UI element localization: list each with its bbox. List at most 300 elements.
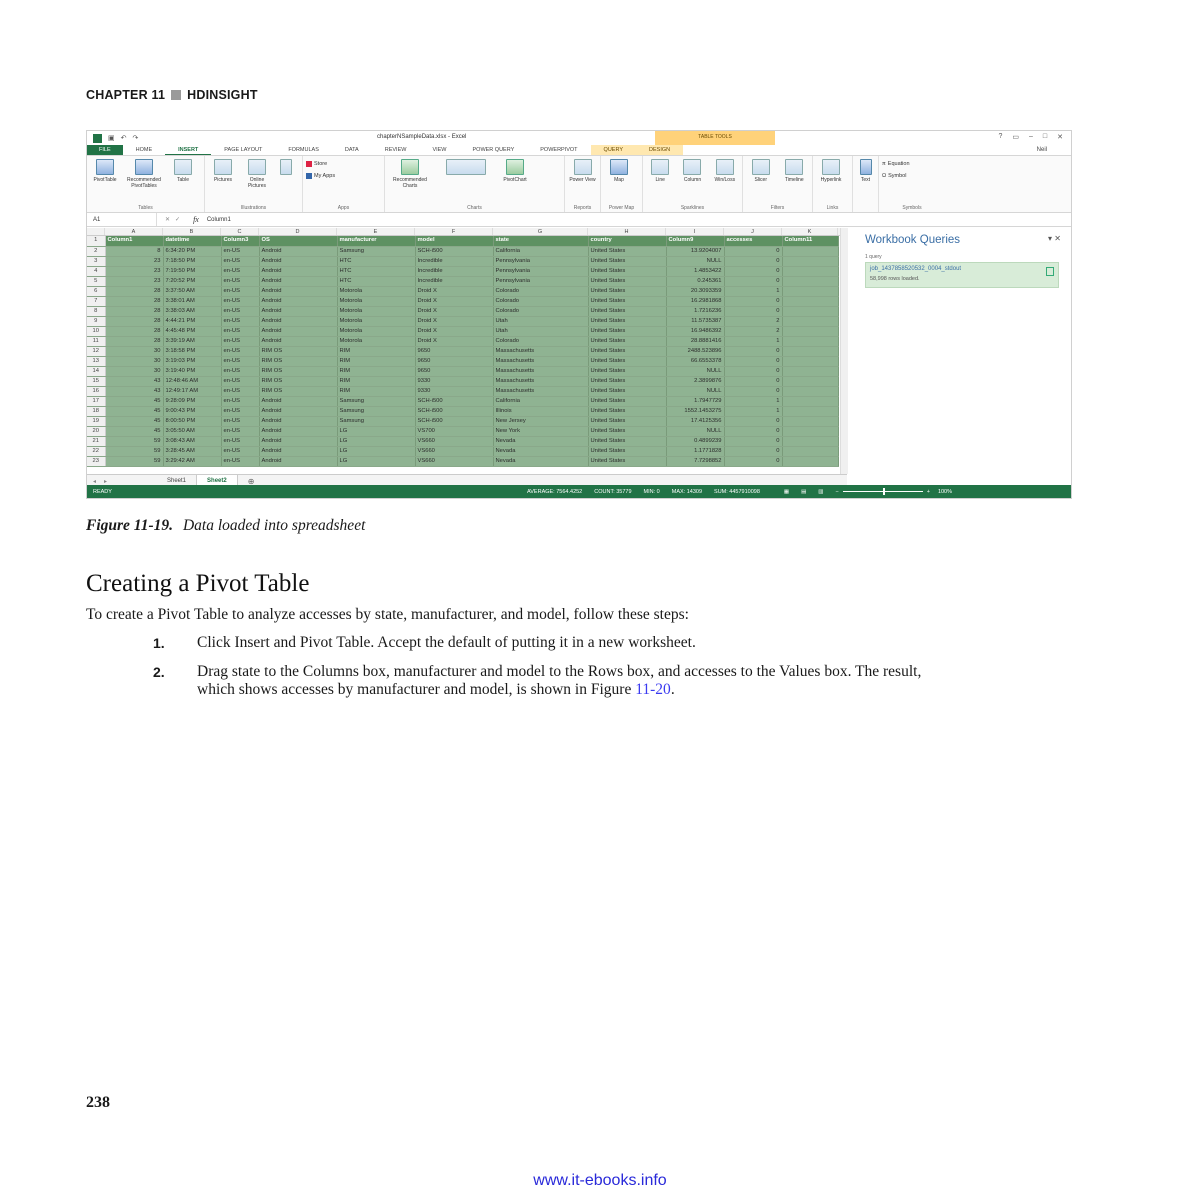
table-cell[interactable]: Illinois — [493, 406, 588, 416]
column-letter-e[interactable]: E — [337, 228, 415, 235]
table-cell[interactable]: 16.2981868 — [666, 296, 724, 306]
table-cell[interactable]: 59 — [105, 456, 163, 466]
row-number[interactable]: 21 — [87, 436, 105, 446]
table-cell[interactable]: RIM — [337, 376, 415, 386]
table-cell[interactable]: 28 — [105, 336, 163, 346]
table-cell[interactable]: 9:00:43 PM — [163, 406, 221, 416]
table-cell[interactable]: VS660 — [415, 456, 493, 466]
table-cell[interactable]: en-US — [221, 316, 259, 326]
table-row[interactable] — [87, 266, 838, 276]
ribbon-tab-query[interactable]: QUERY — [591, 145, 636, 155]
row-number[interactable]: 8 — [87, 306, 105, 316]
column-header-cell[interactable]: OS — [259, 236, 337, 246]
column-letter-j[interactable]: J — [724, 228, 782, 235]
table-cell[interactable]: Droid X — [415, 326, 493, 336]
table-row[interactable] — [87, 426, 838, 436]
table-cell[interactable]: Android — [259, 436, 337, 446]
table-cell[interactable]: 3:08:43 AM — [163, 436, 221, 446]
table-cell[interactable]: Android — [259, 266, 337, 276]
table-cell[interactable]: 0 — [724, 246, 782, 256]
table-cell[interactable]: Droid X — [415, 296, 493, 306]
table-cell[interactable]: 3:38:03 AM — [163, 306, 221, 316]
table-cell[interactable]: 3:19:40 PM — [163, 366, 221, 376]
table-cell[interactable]: 28 — [105, 296, 163, 306]
table-cell[interactable]: Motorola — [337, 286, 415, 296]
table-cell[interactable]: 28.8881416 — [666, 336, 724, 346]
column-header-cell[interactable]: Column9 — [666, 236, 724, 246]
table-row[interactable] — [87, 246, 838, 256]
table-cell[interactable]: California — [493, 246, 588, 256]
table-cell[interactable]: 7:20:52 PM — [163, 276, 221, 286]
table-cell[interactable]: 0 — [724, 416, 782, 426]
table-cell[interactable]: 2 — [724, 326, 782, 336]
zoom-slider[interactable] — [843, 491, 923, 492]
table-cell[interactable]: 45 — [105, 406, 163, 416]
table-row[interactable] — [87, 366, 838, 376]
table-cell[interactable]: Massachusetts — [493, 346, 588, 356]
row-number[interactable]: 16 — [87, 386, 105, 396]
table-cell[interactable]: en-US — [221, 346, 259, 356]
worksheet-grid[interactable] — [87, 228, 847, 484]
table-row[interactable] — [87, 356, 838, 366]
table-cell[interactable]: 3:28:45 AM — [163, 446, 221, 456]
table-cell[interactable]: en-US — [221, 376, 259, 386]
table-cell[interactable]: 0 — [724, 346, 782, 356]
equation-button[interactable] — [882, 159, 942, 169]
row-number[interactable]: 12 — [87, 346, 105, 356]
table-cell[interactable] — [782, 276, 838, 286]
data-table[interactable] — [87, 236, 839, 467]
table-cell[interactable]: en-US — [221, 256, 259, 266]
table-cell[interactable]: Colorado — [493, 296, 588, 306]
table-cell[interactable]: VS700 — [415, 426, 493, 436]
sheet-tab-2[interactable]: Sheet2 — [197, 475, 238, 488]
table-cell[interactable]: 0.4899239 — [666, 436, 724, 446]
table-cell[interactable]: 3:19:03 PM — [163, 356, 221, 366]
table-cell[interactable]: Colorado — [493, 336, 588, 346]
table-cell[interactable]: 17.4125356 — [666, 416, 724, 426]
close-icon[interactable]: ✕ — [1057, 134, 1063, 141]
row-number[interactable]: 19 — [87, 416, 105, 426]
table-cell[interactable]: Utah — [493, 326, 588, 336]
table-cell[interactable]: HTC — [337, 256, 415, 266]
table-cell[interactable]: 28 — [105, 326, 163, 336]
table-cell[interactable]: New York — [493, 426, 588, 436]
table-cell[interactable]: Nevada — [493, 446, 588, 456]
table-cell[interactable]: Samsung — [337, 246, 415, 256]
table-cell[interactable]: 1 — [724, 336, 782, 346]
table-row[interactable] — [87, 446, 838, 456]
table-cell[interactable]: 20.3093359 — [666, 286, 724, 296]
table-cell[interactable]: 0 — [724, 306, 782, 316]
column-header-cell[interactable]: Column1 — [105, 236, 163, 246]
table-cell[interactable]: Incredible — [415, 266, 493, 276]
table-cell[interactable]: RIM — [337, 356, 415, 366]
table-cell[interactable]: RIM OS — [259, 376, 337, 386]
table-cell[interactable]: United States — [588, 416, 666, 426]
table-cell[interactable]: Droid X — [415, 316, 493, 326]
table-cell[interactable]: LG — [337, 456, 415, 466]
table-cell[interactable]: RIM — [337, 366, 415, 376]
table-row[interactable] — [87, 436, 838, 446]
ribbon-tab-formulas[interactable]: FORMULAS — [288, 147, 319, 153]
table-cell[interactable]: United States — [588, 286, 666, 296]
table-cell[interactable]: 1 — [724, 286, 782, 296]
table-cell[interactable]: Massachusetts — [493, 376, 588, 386]
table-cell[interactable]: 45 — [105, 416, 163, 426]
table-cell[interactable]: en-US — [221, 276, 259, 286]
column-header-cell[interactable]: accesses — [724, 236, 782, 246]
table-cell[interactable]: 0 — [724, 376, 782, 386]
table-row[interactable] — [87, 456, 838, 466]
table-cell[interactable]: Android — [259, 416, 337, 426]
row-number[interactable]: 7 — [87, 296, 105, 306]
table-cell[interactable]: 0 — [724, 256, 782, 266]
table-cell[interactable]: United States — [588, 396, 666, 406]
row-number[interactable]: 20 — [87, 426, 105, 436]
table-cell[interactable]: 9650 — [415, 346, 493, 356]
table-cell[interactable]: Android — [259, 276, 337, 286]
row-number[interactable]: 2 — [87, 246, 105, 256]
table-cell[interactable]: 1 — [724, 406, 782, 416]
table-cell[interactable]: RIM OS — [259, 386, 337, 396]
table-cell[interactable]: 9330 — [415, 376, 493, 386]
row-number[interactable]: 6 — [87, 286, 105, 296]
table-cell[interactable]: United States — [588, 356, 666, 366]
maximize-icon[interactable]: □ — [1042, 133, 1048, 140]
table-cell[interactable] — [782, 266, 838, 276]
table-cell[interactable]: 9650 — [415, 366, 493, 376]
table-cell[interactable]: United States — [588, 266, 666, 276]
table-cell[interactable]: United States — [588, 376, 666, 386]
footer-url-link[interactable]: www.it-ebooks.info — [533, 1172, 667, 1189]
table-cell[interactable]: NULL — [666, 256, 724, 266]
ribbon-tab-file[interactable]: FILE — [87, 145, 123, 155]
column-header-cell[interactable]: Column11 — [782, 236, 838, 246]
row-number[interactable]: 22 — [87, 446, 105, 456]
table-cell[interactable]: Droid X — [415, 336, 493, 346]
table-cell[interactable]: 0 — [724, 266, 782, 276]
table-cell[interactable]: Colorado — [493, 286, 588, 296]
table-cell[interactable] — [782, 316, 838, 326]
sheet-nav-arrows[interactable]: ◂▸ — [93, 478, 116, 485]
column-letter-g[interactable]: G — [493, 228, 588, 235]
table-cell[interactable]: 1 — [724, 396, 782, 406]
table-cell[interactable]: Motorola — [337, 326, 415, 336]
table-cell[interactable]: en-US — [221, 396, 259, 406]
table-cell[interactable]: 7:18:50 PM — [163, 256, 221, 266]
column-header-cell[interactable]: Column3 — [221, 236, 259, 246]
table-cell[interactable]: Nevada — [493, 456, 588, 466]
formula-input[interactable]: Column1 — [206, 216, 231, 223]
table-cell[interactable]: 0 — [724, 446, 782, 456]
table-cell[interactable]: Pennsylvania — [493, 276, 588, 286]
table-cell[interactable]: United States — [588, 366, 666, 376]
table-cell[interactable] — [782, 446, 838, 456]
enter-icon[interactable]: ✓ — [175, 217, 186, 223]
table-row[interactable] — [87, 406, 838, 416]
table-cell[interactable]: Samsung — [337, 406, 415, 416]
table-cell[interactable]: Nevada — [493, 436, 588, 446]
table-cell[interactable]: 3:39:19 AM — [163, 336, 221, 346]
table-cell[interactable]: Motorola — [337, 296, 415, 306]
table-cell[interactable]: 12:48:46 AM — [163, 376, 221, 386]
table-row[interactable] — [87, 286, 838, 296]
column-letter-h[interactable]: H — [588, 228, 666, 235]
column-header-cell[interactable]: country — [588, 236, 666, 246]
table-cell[interactable]: Massachusetts — [493, 356, 588, 366]
table-cell[interactable]: Samsung — [337, 416, 415, 426]
ribbon-tab-powerpivot[interactable]: POWERPIVOT — [540, 147, 578, 153]
ribbon-tab-review[interactable]: REVIEW — [384, 147, 407, 153]
column-header-cell[interactable]: datetime — [163, 236, 221, 246]
table-cell[interactable] — [782, 436, 838, 446]
table-cell[interactable]: United States — [588, 326, 666, 336]
table-cell[interactable]: Android — [259, 256, 337, 266]
table-cell[interactable]: SCH-i500 — [415, 406, 493, 416]
table-cell[interactable]: United States — [588, 336, 666, 346]
table-cell[interactable]: en-US — [221, 306, 259, 316]
table-cell[interactable]: 23 — [105, 276, 163, 286]
table-row[interactable] — [87, 396, 838, 406]
table-cell[interactable]: 23 — [105, 256, 163, 266]
column-letter-b[interactable]: B — [163, 228, 221, 235]
table-cell[interactable]: SCH-i500 — [415, 416, 493, 426]
table-cell[interactable]: en-US — [221, 336, 259, 346]
table-cell[interactable]: Android — [259, 246, 337, 256]
table-cell[interactable]: United States — [588, 456, 666, 466]
column-letter-c[interactable]: C — [221, 228, 259, 235]
table-cell[interactable]: Android — [259, 316, 337, 326]
table-cell[interactable]: New Jersey — [493, 416, 588, 426]
table-cell[interactable]: Android — [259, 326, 337, 336]
ribbon-tab-view[interactable]: VIEW — [432, 147, 447, 153]
table-cell[interactable]: NULL — [666, 426, 724, 436]
name-box[interactable]: A1 — [87, 213, 157, 226]
row-number[interactable]: 14 — [87, 366, 105, 376]
table-row[interactable] — [87, 386, 838, 396]
table-cell[interactable]: LG — [337, 436, 415, 446]
ribbon-tab-power-query[interactable]: POWER QUERY — [472, 147, 515, 153]
table-cell[interactable]: en-US — [221, 416, 259, 426]
table-row[interactable] — [87, 346, 838, 356]
table-cell[interactable] — [782, 406, 838, 416]
table-cell[interactable]: United States — [588, 386, 666, 396]
close-pane-icon[interactable]: ▾ ✕ — [1048, 234, 1061, 243]
table-cell[interactable] — [782, 456, 838, 466]
table-row[interactable] — [87, 296, 838, 306]
table-cell[interactable]: 0 — [724, 276, 782, 286]
table-cell[interactable] — [782, 376, 838, 386]
table-cell[interactable]: 1.7947729 — [666, 396, 724, 406]
table-cell[interactable]: Pennsylvania — [493, 256, 588, 266]
table-cell[interactable]: RIM — [337, 386, 415, 396]
table-cell[interactable]: 2.3899876 — [666, 376, 724, 386]
table-cell[interactable]: SCH-i500 — [415, 396, 493, 406]
sheet-tab-1[interactable]: Sheet1 — [157, 475, 197, 488]
table-cell[interactable]: 4:45:48 PM — [163, 326, 221, 336]
table-cell[interactable]: 16.9486392 — [666, 326, 724, 336]
table-cell[interactable]: Android — [259, 456, 337, 466]
ribbon-tab-data[interactable]: DATA — [344, 147, 359, 153]
table-cell[interactable] — [782, 416, 838, 426]
table-cell[interactable]: United States — [588, 296, 666, 306]
table-cell[interactable]: en-US — [221, 436, 259, 446]
table-cell[interactable]: 1.7216236 — [666, 306, 724, 316]
table-cell[interactable]: 0 — [724, 296, 782, 306]
table-cell[interactable]: NULL — [666, 366, 724, 376]
table-cell[interactable]: 0 — [724, 386, 782, 396]
table-cell[interactable]: 28 — [105, 306, 163, 316]
table-cell[interactable]: 0 — [724, 366, 782, 376]
table-cell[interactable]: Android — [259, 406, 337, 416]
table-cell[interactable] — [782, 256, 838, 266]
table-row[interactable] — [87, 336, 838, 346]
table-cell[interactable]: United States — [588, 346, 666, 356]
table-cell[interactable]: 28 — [105, 316, 163, 326]
table-cell[interactable]: 66.6553378 — [666, 356, 724, 366]
table-cell[interactable]: en-US — [221, 406, 259, 416]
table-cell[interactable]: en-US — [221, 246, 259, 256]
row-number[interactable]: 10 — [87, 326, 105, 336]
table-cell[interactable] — [782, 356, 838, 366]
user-name[interactable]: Neil — [1036, 147, 1047, 153]
table-cell[interactable]: Motorola — [337, 306, 415, 316]
view-buttons[interactable]: ▦▤▥ — [783, 488, 836, 495]
minimize-icon[interactable]: – — [1028, 133, 1033, 140]
row-number[interactable]: 5 — [87, 276, 105, 286]
table-cell[interactable] — [782, 326, 838, 336]
table-cell[interactable]: 30 — [105, 356, 163, 366]
table-cell[interactable]: Motorola — [337, 336, 415, 346]
add-sheet-icon[interactable]: ⊕ — [247, 476, 255, 486]
row-number[interactable]: 9 — [87, 316, 105, 326]
table-cell[interactable] — [782, 366, 838, 376]
table-cell[interactable]: 3:18:58 PM — [163, 346, 221, 356]
table-cell[interactable]: RIM — [337, 346, 415, 356]
table-cell[interactable]: United States — [588, 436, 666, 446]
help-icon[interactable]: ? — [998, 133, 1003, 140]
table-row[interactable] — [87, 256, 838, 266]
table-cell[interactable] — [782, 386, 838, 396]
table-cell[interactable]: 4:44:21 PM — [163, 316, 221, 326]
table-cell[interactable] — [782, 396, 838, 406]
table-cell[interactable]: 43 — [105, 376, 163, 386]
table-cell[interactable]: 8 — [105, 246, 163, 256]
row-number[interactable]: 23 — [87, 456, 105, 466]
table-cell[interactable]: 3:29:42 AM — [163, 456, 221, 466]
save-icon[interactable]: ▣ — [108, 135, 115, 142]
table-cell[interactable]: 7.7298852 — [666, 456, 724, 466]
table-cell[interactable]: SCH-i500 — [415, 246, 493, 256]
table-cell[interactable]: en-US — [221, 326, 259, 336]
zoom-level[interactable]: 100% — [937, 488, 953, 495]
column-letter-i[interactable]: I — [666, 228, 724, 235]
undo-icon[interactable]: ↶ — [120, 135, 127, 142]
table-row[interactable] — [87, 416, 838, 426]
table-cell[interactable]: 43 — [105, 386, 163, 396]
column-letter-k[interactable]: K — [782, 228, 838, 235]
table-cell[interactable]: en-US — [221, 446, 259, 456]
table-cell[interactable]: Incredible — [415, 256, 493, 266]
table-cell[interactable]: 7:19:50 PM — [163, 266, 221, 276]
table-cell[interactable]: 8:00:50 PM — [163, 416, 221, 426]
table-cell[interactable]: 2 — [724, 316, 782, 326]
table-cell[interactable]: LG — [337, 426, 415, 436]
ribbon-tab-page-layout[interactable]: PAGE LAYOUT — [224, 147, 263, 153]
table-cell[interactable]: Massachusetts — [493, 366, 588, 376]
select-all-corner[interactable] — [87, 228, 105, 235]
query-item[interactable] — [865, 262, 1059, 288]
table-cell[interactable]: United States — [588, 316, 666, 326]
table-cell[interactable]: 11.5735387 — [666, 316, 724, 326]
table-cell[interactable]: HTC — [337, 266, 415, 276]
table-cell[interactable]: 30 — [105, 346, 163, 356]
zoom-out-icon[interactable]: − — [835, 488, 839, 495]
table-cell[interactable]: en-US — [221, 296, 259, 306]
ribbon-tab-design[interactable]: DESIGN — [636, 145, 683, 155]
table-cell[interactable]: 28 — [105, 286, 163, 296]
table-cell[interactable]: 0 — [724, 456, 782, 466]
table-cell[interactable]: 12:49:17 AM — [163, 386, 221, 396]
row-number[interactable]: 4 — [87, 266, 105, 276]
table-cell[interactable]: United States — [588, 426, 666, 436]
table-cell[interactable]: 0 — [724, 426, 782, 436]
table-cell[interactable]: United States — [588, 276, 666, 286]
table-cell[interactable]: 9650 — [415, 356, 493, 366]
table-cell[interactable]: en-US — [221, 366, 259, 376]
table-cell[interactable] — [782, 296, 838, 306]
table-cell[interactable]: United States — [588, 446, 666, 456]
table-cell[interactable]: California — [493, 396, 588, 406]
table-cell[interactable]: Android — [259, 446, 337, 456]
table-cell[interactable]: 59 — [105, 436, 163, 446]
table-cell[interactable]: Android — [259, 396, 337, 406]
table-cell[interactable]: Android — [259, 306, 337, 316]
table-row[interactable] — [87, 326, 838, 336]
table-cell[interactable]: HTC — [337, 276, 415, 286]
table-cell[interactable]: 59 — [105, 446, 163, 456]
table-cell[interactable]: United States — [588, 256, 666, 266]
row-number[interactable]: 3 — [87, 256, 105, 266]
column-header-cell[interactable]: state — [493, 236, 588, 246]
text-button[interactable] — [856, 159, 875, 212]
column-header-cell[interactable]: model — [415, 236, 493, 246]
row-number[interactable]: 15 — [87, 376, 105, 386]
table-cell[interactable] — [782, 336, 838, 346]
table-cell[interactable]: 30 — [105, 366, 163, 376]
cancel-icon[interactable]: ✕ — [165, 217, 176, 223]
fx-icon[interactable]: fx — [193, 215, 199, 224]
table-row[interactable] — [87, 276, 838, 286]
figure-link[interactable]: 11-20 — [635, 681, 671, 698]
redo-icon[interactable]: ↷ — [132, 135, 139, 142]
table-cell[interactable]: en-US — [221, 386, 259, 396]
table-cell[interactable]: Motorola — [337, 316, 415, 326]
table-row[interactable] — [87, 316, 838, 326]
table-row[interactable] — [87, 376, 838, 386]
column-letter-d[interactable]: D — [259, 228, 337, 235]
table-cell[interactable]: Droid X — [415, 306, 493, 316]
table-cell[interactable]: VS660 — [415, 446, 493, 456]
table-cell[interactable]: 2488.523896 — [666, 346, 724, 356]
table-cell[interactable]: 3:37:50 AM — [163, 286, 221, 296]
table-cell[interactable]: 45 — [105, 426, 163, 436]
table-cell[interactable]: RIM OS — [259, 366, 337, 376]
table-cell[interactable]: United States — [588, 406, 666, 416]
table-cell[interactable]: en-US — [221, 356, 259, 366]
table-cell[interactable]: VS660 — [415, 436, 493, 446]
